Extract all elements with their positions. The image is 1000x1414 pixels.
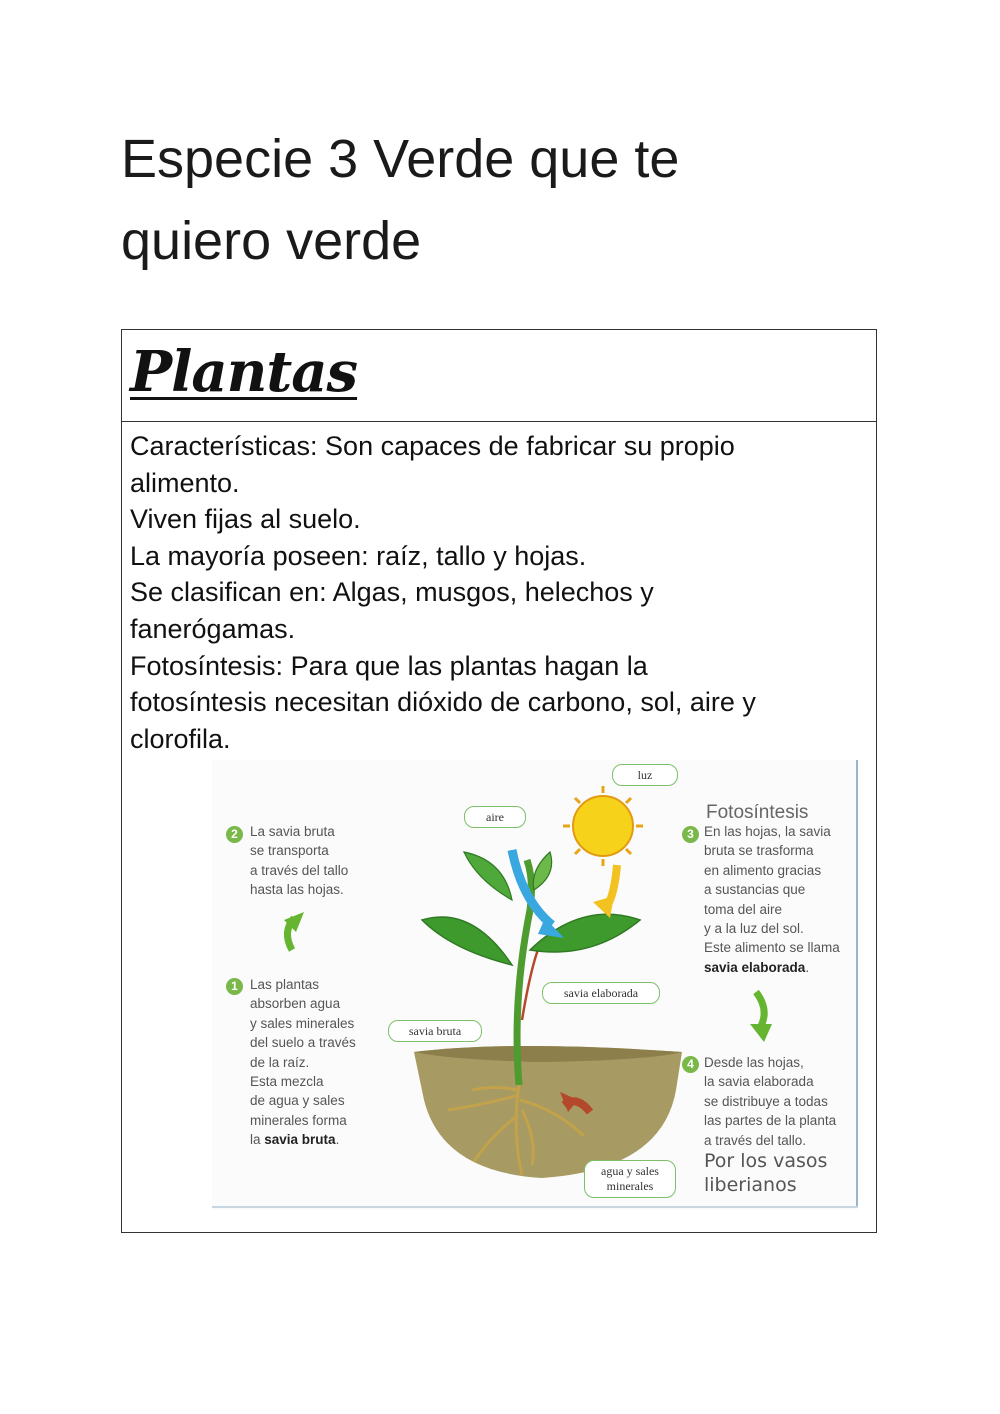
label-savia-bruta: savia bruta (388, 1020, 482, 1042)
handwritten-note (704, 1149, 827, 1197)
note-line: toma del aire (704, 901, 783, 917)
step-2-number: 2 (226, 826, 243, 843)
text-line: La mayoría poseen: raíz, tallo y hojas. (130, 540, 587, 571)
step-3-number: 3 (682, 826, 699, 843)
downward-green-arrow-icon (756, 992, 764, 1028)
note-line-suffix: . (805, 959, 810, 975)
note-line: y sales minerales (250, 1015, 355, 1031)
text-line: Fotosíntesis: Para que las plantas hagan la (130, 650, 648, 681)
diagram-right-edge (856, 760, 858, 1208)
bold-term-savia-elaborada: savia elaborada (704, 959, 806, 975)
note-line: del suelo a través (250, 1035, 356, 1051)
leaf-illustration (422, 917, 512, 965)
text-line: fotosíntesis necesitan dióxido de carbono, sol, aire y (130, 687, 756, 718)
note-line: y a la luz del sol. (704, 921, 804, 937)
handwritten-line-1: Por los vasos (704, 1150, 828, 1172)
note-line-suffix: . (335, 1132, 340, 1148)
text-line: alimento. (130, 467, 240, 498)
note-line: a través del tallo. (704, 1132, 807, 1148)
photosynthesis-diagram (212, 760, 858, 1210)
note-line: En las hojas, la savia (704, 824, 831, 839)
text-line: Características: Son capaces de fabricar su propio (130, 431, 735, 461)
label-luz: luz (612, 764, 678, 786)
step-4-text (704, 1053, 856, 1150)
page-title (121, 118, 861, 282)
step-1-text (250, 975, 356, 1150)
page-title-line-1: Especie 3 Verde que te (121, 129, 680, 189)
note-line: Desde las hojas, (704, 1055, 804, 1070)
text-line: Viven fijas al suelo. (130, 504, 361, 535)
label-aire: aire (464, 806, 526, 828)
step-1-number: 1 (226, 978, 243, 995)
step-4-number: 4 (682, 1056, 699, 1073)
note-line: Este alimento se llama (704, 940, 840, 956)
note-line: de la raíz. (250, 1054, 310, 1070)
note-line: a sustancias que (704, 882, 806, 898)
leaf-illustration (464, 852, 512, 900)
note-line-prefix: la (250, 1132, 265, 1148)
note-line: hasta las hojas. (250, 882, 344, 898)
note-line: las partes de la planta (704, 1113, 837, 1129)
note-line: bruta se trasforma (704, 843, 814, 859)
note-line: Esta mezcla (250, 1074, 324, 1090)
label-agua-sales (584, 1160, 676, 1198)
note-line: en alimento gracias (704, 862, 822, 878)
note-line: la savia elaborada (704, 1074, 814, 1090)
page-title-line-2: quiero verde (121, 211, 422, 271)
card-body (122, 422, 876, 757)
note-line: minerales forma (250, 1112, 347, 1128)
text-line: clorofila. (130, 723, 231, 754)
text-line: fanerógamas. (130, 613, 296, 644)
note-line: de agua y sales (250, 1093, 345, 1109)
leaf-illustration (533, 852, 551, 890)
step-3-text (704, 822, 856, 977)
note-line: La savia bruta (250, 824, 335, 839)
note-line: se transporta (250, 843, 329, 859)
sun-icon (563, 786, 643, 866)
label-agua-sales-line-2: minerales (606, 1179, 654, 1193)
fotosintesis-heading: Fotosíntesis (706, 802, 809, 823)
label-savia-elaborada: savia elaborada (542, 982, 660, 1004)
note-line: se distribuye a todas (704, 1093, 828, 1109)
step-2-text (250, 822, 348, 900)
note-line: absorben agua (250, 996, 341, 1012)
card-header (122, 330, 876, 422)
text-line: Se clasifican en: Algas, musgos, helechos y (130, 577, 654, 608)
label-agua-sales-line-1: agua y sales (601, 1164, 659, 1178)
note-line: a través del tallo (250, 862, 349, 878)
diagram-bottom-edge (212, 1206, 858, 1208)
bold-term-savia-bruta: savia bruta (264, 1132, 336, 1148)
handwritten-line-2: liberianos (704, 1174, 797, 1196)
plantas-card (121, 329, 877, 1233)
card-heading: Plantas (130, 339, 358, 405)
note-line: Las plantas (250, 977, 320, 992)
